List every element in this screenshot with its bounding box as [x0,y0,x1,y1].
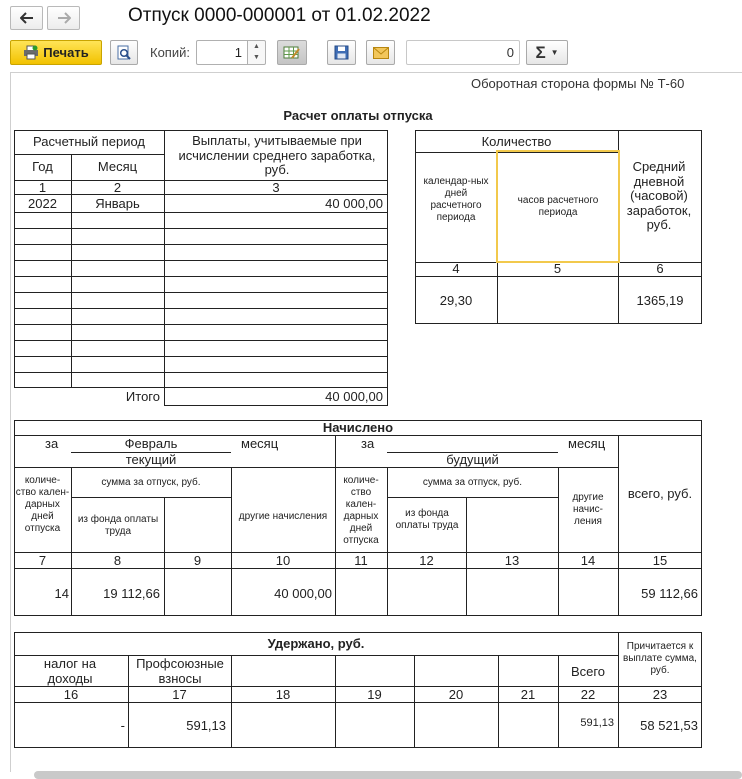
col-num-16: 16 [63,687,79,702]
future-za: за [361,436,375,451]
dropdown-arrow-icon: ▼ [550,48,559,57]
print-preview-icon [116,45,132,61]
accrued-title: Начислено [322,420,394,435]
future-from-fund-header: из фонда оплаты труда [395,508,459,531]
printer-icon [23,45,39,60]
col-num-7: 7 [38,553,47,568]
document-left-border [10,72,11,772]
current-month-label: месяц [241,436,279,451]
horizontal-scrollbar[interactable] [34,771,742,779]
total-value: 40 000,00 [325,389,383,404]
sum-field[interactable]: 0 [406,40,520,65]
envelope-icon [373,47,389,59]
col-num-11: 11 [354,553,368,568]
avg-earnings-header: Средний дневной (часовой) заработок, руб. [626,159,692,233]
col-num-6: 6 [656,261,664,276]
col-num-21: 21 [520,687,536,702]
hours-header: часов расчетного периода [517,195,599,218]
withheld-value-17: 591,13 [186,718,226,733]
total-label: Итого [125,389,160,404]
copies-stepper[interactable] [247,40,266,65]
col-num-1: 1 [38,180,47,195]
col-num-8: 8 [113,553,122,568]
col-num-18: 18 [275,687,291,702]
arrow-left-icon [20,12,34,24]
preview-button[interactable] [110,40,138,65]
save-button[interactable] [327,40,356,65]
send-email-button[interactable] [366,40,395,65]
sum-header: сумма за отпуск, руб. [101,477,201,488]
withheld-total-header: Всего [570,664,606,679]
tax-header: налог на доходы [43,656,97,686]
arrow-right-icon [57,12,71,24]
days-header: количе-ство кален-дарных дней отпуска [15,475,70,534]
col-num-5: 5 [553,261,562,276]
col-num-2: 2 [113,180,122,195]
col-num-9: 9 [193,553,202,568]
col-num-14: 14 [580,553,596,568]
edit-table-icon [283,45,301,61]
row-month: Январь [95,196,140,211]
future-sum-header: сумма за отпуск, руб. [422,477,523,488]
print-button-label: Печать [43,45,89,60]
payable-header: Причитается к выплате сумма, руб. [623,641,697,676]
copies-label: Копий: [150,45,190,60]
document-title: Отпуск 0000-000001 от 01.02.2022 [128,5,431,26]
union-header: Профсоюзные взносы [136,656,224,686]
row-year: 2022 [28,196,57,211]
col-num-17: 17 [172,687,187,702]
edit-mode-toggle[interactable] [277,40,307,65]
col-num-10: 10 [275,553,291,568]
back-button[interactable] [10,6,43,30]
col-num-22: 22 [580,687,596,702]
col-num-3: 3 [272,180,280,195]
calendar-days-header: календар-ных дней расчетного периода [423,176,489,223]
withheld-value-23: 58 521,53 [640,718,698,733]
days-value: 29,30 [439,293,473,308]
future-days-header: количе-ство кален-дарных дней отпуска [343,475,379,546]
current-za: за [45,436,59,451]
quantity-header: Количество [481,134,552,149]
sigma-icon: Σ [535,42,546,62]
year-header: Год [32,159,53,174]
accrued-value-15: 59 112,66 [641,586,698,601]
period-header: Расчетный период [32,134,146,149]
print-button[interactable] [10,40,102,65]
form-caption: Оборотная сторона формы № Т-60 [471,76,685,91]
chevron-down-icon[interactable]: ▼ [253,54,260,61]
floppy-disk-icon [334,45,349,60]
withheld-title: Удержано, руб. [267,636,365,651]
total-header: всего, руб. [627,486,693,501]
col-num-20: 20 [448,687,464,702]
calc-title: Расчет оплаты отпуска [283,108,433,123]
document-top-border [10,72,742,73]
other-header: другие начисления [238,511,328,522]
chevron-up-icon[interactable]: ▲ [253,43,260,50]
copies-input[interactable]: 1 [196,40,248,65]
avg-value: 1365,19 [636,293,684,308]
row-amount: 40 000,00 [325,196,383,211]
col-num-13: 13 [504,553,520,568]
withheld-value-22: 591,13 [580,717,614,729]
col-num-19: 19 [367,687,382,702]
col-num-12: 12 [419,553,434,568]
future-sub: будущий [446,452,499,467]
forward-button[interactable] [47,6,80,30]
month-header: Месяц [97,159,138,174]
accrued-value-7: 14 [54,586,69,601]
current-sub: текущий [125,452,177,467]
col-num-15: 15 [652,553,668,568]
future-other-header: другие начис-ления [572,492,604,527]
accrued-value-8: 19 112,66 [103,586,160,601]
future-month-label: месяц [568,436,606,451]
sum-button[interactable] [526,40,568,65]
col-num-4: 4 [452,261,460,276]
withheld-value-16: - [120,718,125,733]
payments-header: Выплаты, учитываемые при исчислении среднего заработка, руб. [178,133,376,178]
current-month: Февраль [124,436,178,451]
from-fund-header: из фонда оплаты труда [77,514,159,537]
col-num-23: 23 [652,687,668,702]
accrued-value-10: 40 000,00 [274,586,332,601]
